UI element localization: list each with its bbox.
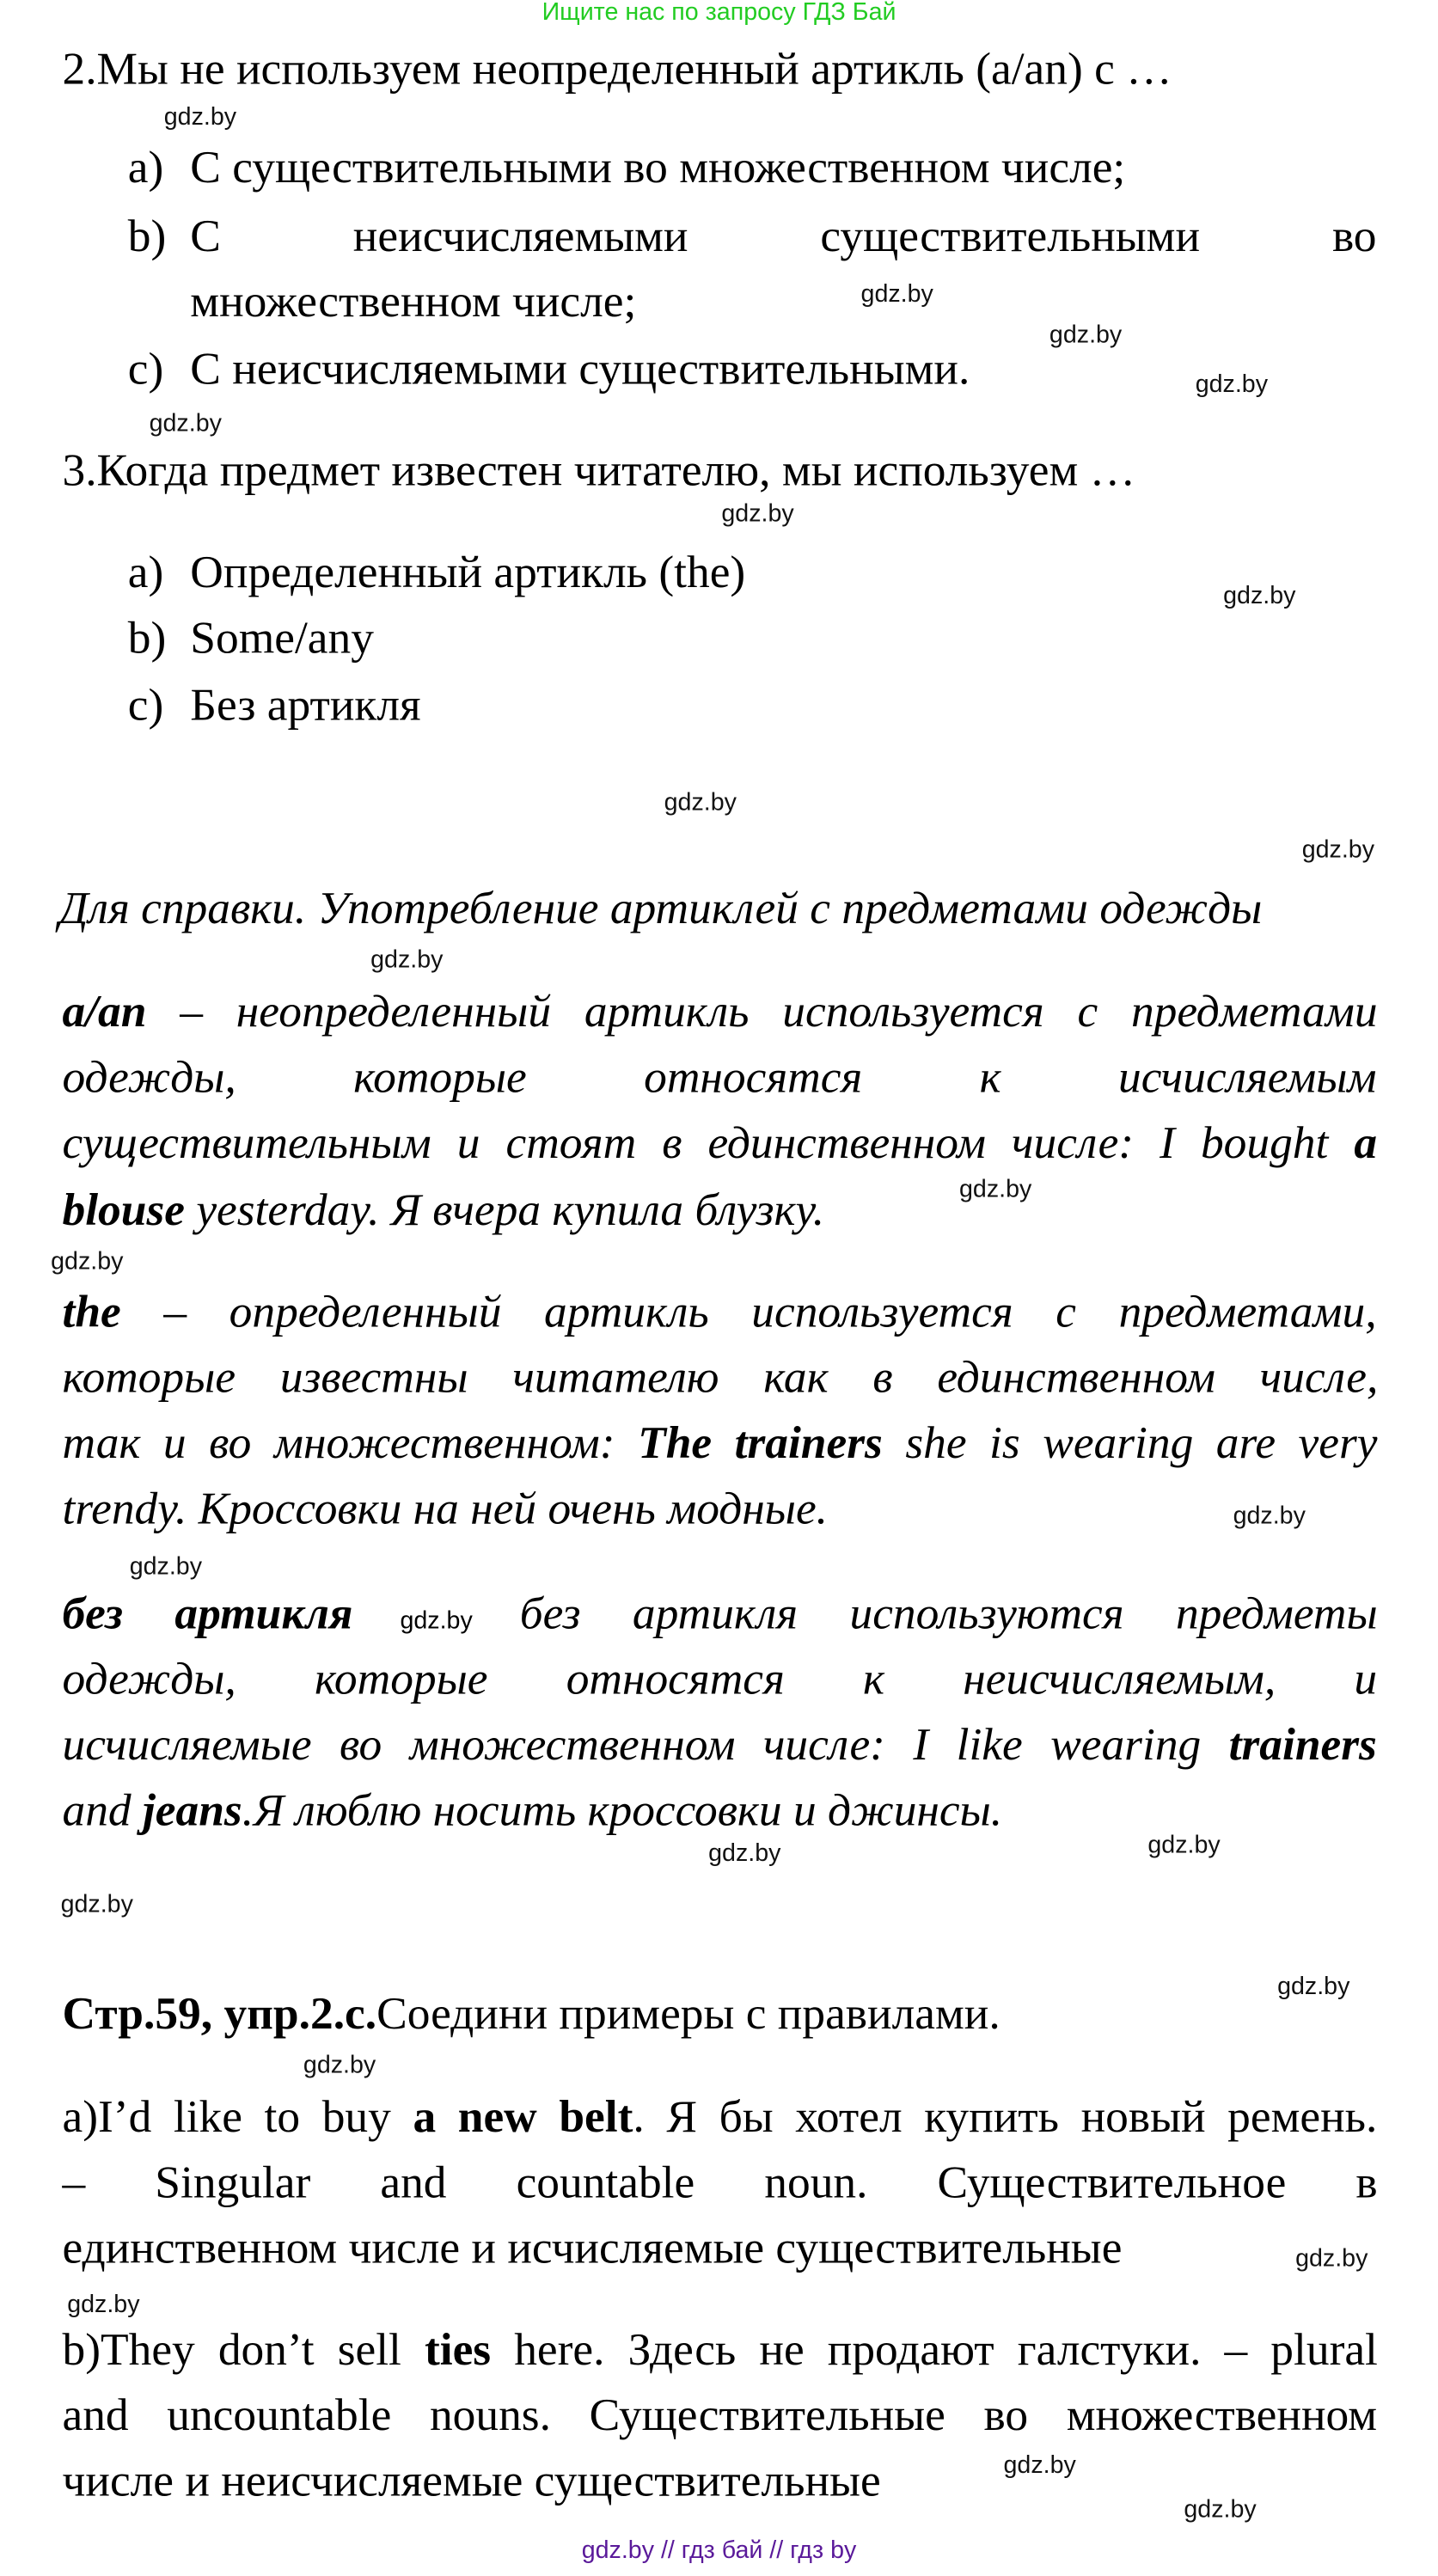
text-segment: a	[1354, 1118, 1378, 1170]
watermark: gdz.by	[721, 499, 794, 529]
watermark: gdz.by	[60, 1890, 133, 1919]
text-line	[62, 2390, 1378, 2442]
text-line	[190, 211, 1377, 263]
text-segment: одежды, которые относятся к исчисляемым	[62, 1052, 1377, 1104]
watermark: gdz.by	[303, 2051, 376, 2079]
text-line	[62, 1052, 1377, 1104]
list-marker: c)	[127, 680, 164, 731]
text-segment: trainers	[1228, 1720, 1377, 1771]
text-line	[190, 344, 970, 395]
watermark: gdz.by	[1223, 582, 1296, 610]
text-segment: and uncountable nouns. Существительные во множественном	[62, 2390, 1378, 2442]
text-line	[62, 1989, 1000, 2041]
text-segment: существительным и стоят в единственном числе: I bought	[62, 1118, 1355, 1170]
text-line	[62, 1588, 1378, 1640]
list-marker: a)	[127, 142, 164, 194]
text-segment: a/an	[62, 987, 147, 1038]
text-line	[62, 1352, 1379, 1404]
list-marker: a)	[127, 548, 164, 599]
watermark: gdz.by	[1295, 2244, 1368, 2273]
list-marker: c)	[127, 344, 164, 395]
text-segment: she is wearing are very	[882, 1418, 1378, 1470]
text-segment: here. Здесь не продают галстуки. – plural	[491, 2325, 1378, 2377]
list-marker: b)	[127, 211, 167, 263]
watermark: gdz.by	[149, 409, 222, 438]
text-line	[190, 680, 421, 731]
text-segment: – неопределенный артикль используется с предметами	[146, 987, 1378, 1038]
text-segment: С существительными во множественном числе;	[190, 142, 1126, 194]
text-line	[62, 1484, 829, 1535]
text-segment: The trainers	[638, 1418, 883, 1470]
footer-text: gdz.by // гдз бай // гдз by	[581, 2536, 857, 2565]
text-segment: jeans	[142, 1785, 242, 1837]
watermark: gdz.by	[708, 1839, 781, 1868]
text-segment: без артикля используются предметы	[519, 1588, 1378, 1640]
text-segment: С неисчисляемыми существительными.	[190, 344, 970, 395]
text-line	[62, 2456, 881, 2507]
text-segment: – Singular and countable noun. Существительное в	[62, 2157, 1378, 2209]
text-line	[190, 277, 637, 328]
watermark: gdz.by	[1277, 1972, 1350, 2001]
watermark: gdz.by	[959, 1175, 1032, 1204]
text-segment: the	[62, 1287, 121, 1338]
text-segment: Определенный артикль (the)	[190, 548, 746, 599]
text-line	[62, 1654, 1378, 1706]
text-segment: Стр.59, упр.2.с.	[62, 1989, 377, 2041]
text-segment: которые известны читателю как в единственном числе,	[62, 1352, 1379, 1404]
text-segment: yesterday. Я вчера купила блузку.	[184, 1185, 825, 1237]
text-line	[62, 1720, 1377, 1771]
text-line	[62, 2157, 1378, 2209]
text-segment: так и во множественном:	[62, 1418, 639, 1470]
text-segment: исчисляемые во множественном числе: I like wearing	[62, 1720, 1229, 1771]
text-segment: a new belt	[413, 2092, 633, 2144]
text-segment: С неисчисляемыми существительными во	[190, 211, 1377, 263]
text-line	[190, 142, 1126, 194]
text-line	[62, 2223, 1123, 2274]
text-line	[62, 1118, 1378, 1170]
text-segment: ties	[424, 2325, 492, 2377]
text-segment: Без артикля	[190, 680, 421, 731]
text-line	[62, 987, 1378, 1038]
text-segment: a)I’d like to buy	[62, 2092, 413, 2144]
list-marker: b)	[127, 613, 167, 664]
text-line	[62, 1785, 1003, 1837]
text-line	[190, 613, 374, 664]
text-segment: b)They don’t sell	[62, 2325, 425, 2377]
text-segment: blouse	[62, 1185, 185, 1237]
text-line	[62, 1185, 825, 1237]
watermark: gdz.by	[1049, 321, 1123, 350]
text-segment: 2.Мы не используем неопределенный артикль (a/an) с …	[62, 44, 1172, 95]
inline-watermark: gdz.by	[352, 1606, 520, 1635]
text-line	[62, 44, 1172, 95]
text-line	[62, 1287, 1377, 1338]
text-segment: . Я бы хотел купить новый ремень.	[633, 2092, 1378, 2144]
text-segment: числе и неисчисляемые существительные	[62, 2456, 881, 2507]
text-segment: одежды, которые относятся к неисчисляемым, и	[62, 1654, 1378, 1706]
watermark: gdz.by	[163, 103, 237, 132]
watermark: gdz.by	[1301, 835, 1375, 865]
watermark: gdz.by	[67, 2291, 140, 2319]
watermark: gdz.by	[1003, 2451, 1076, 2480]
watermark: gdz.by	[860, 280, 933, 309]
watermark: gdz.by	[1195, 370, 1269, 399]
text-segment: Для справки. Употребление артиклей с предметами одежды	[58, 884, 1263, 935]
text-segment: – определенный артикль используется с предметами,	[120, 1287, 1377, 1338]
watermark: gdz.by	[1147, 1831, 1221, 1860]
text-line	[62, 2092, 1378, 2144]
text-segment: .Я люблю носить кроссовки и джинсы.	[242, 1785, 1003, 1837]
watermark: gdz.by	[370, 945, 444, 975]
watermark: gdz.by	[664, 788, 737, 817]
text-line	[62, 2325, 1378, 2377]
watermark: gdz.by	[129, 1552, 203, 1582]
text-segment: множественном числе;	[190, 277, 637, 328]
top-banner: Ищите нас по запросу ГДЗ Бай	[542, 0, 896, 27]
watermark: gdz.by	[1184, 2495, 1257, 2524]
text-segment: единственном числе и исчисляемые существительные	[62, 2223, 1123, 2274]
text-segment: 3.Когда предмет известен читателю, мы используем …	[62, 445, 1136, 498]
text-segment: Соедини примеры с правилами.	[376, 1989, 1000, 2041]
text-line	[62, 445, 1136, 498]
watermark: gdz.by	[1233, 1502, 1306, 1530]
text-line	[62, 1418, 1378, 1470]
watermark: gdz.by	[51, 1247, 124, 1276]
text-segment: and	[62, 1785, 143, 1837]
text-segment: без артикля	[62, 1588, 353, 1640]
text-line	[58, 884, 1263, 935]
text-segment: trendy. Кроссовки на ней очень модные.	[62, 1484, 829, 1535]
text-line	[190, 548, 746, 599]
text-segment: Some/any	[190, 613, 374, 664]
